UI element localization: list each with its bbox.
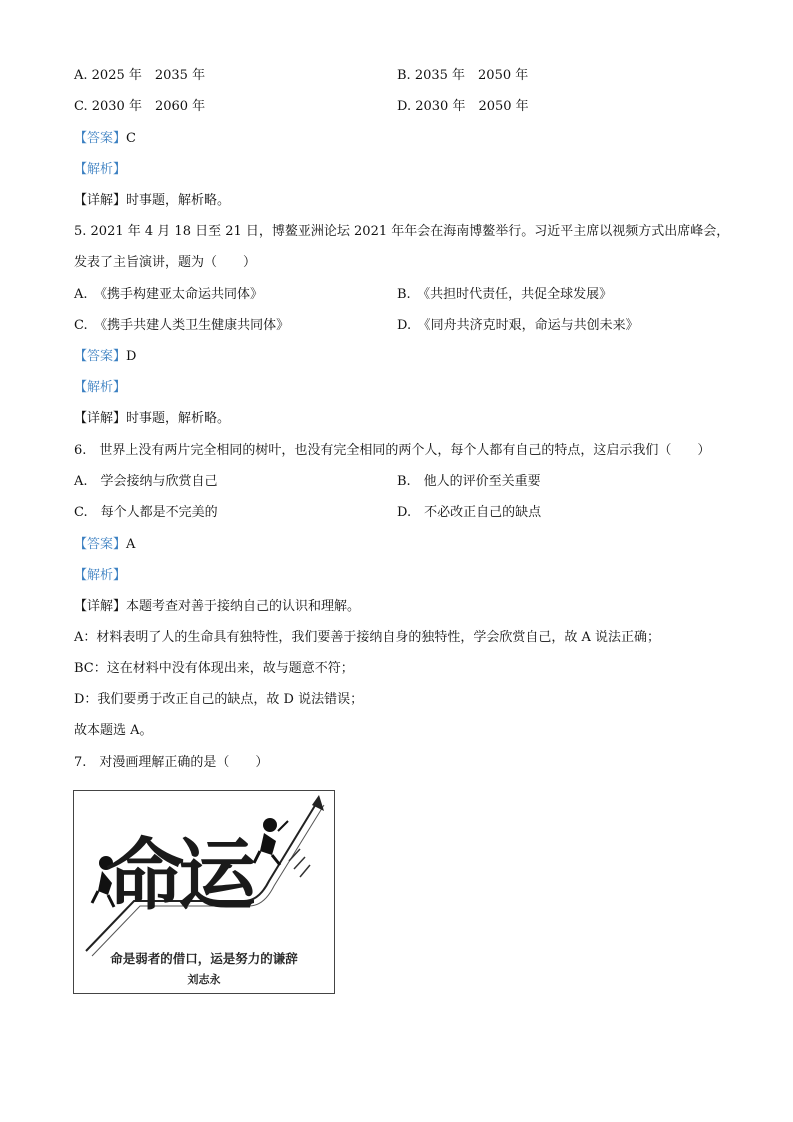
- q5-detail: 【详解】时事题，解析略。: [74, 411, 231, 426]
- q6-conclusion: 故本题选 A。: [74, 723, 153, 738]
- answer-value: C: [126, 131, 136, 146]
- q6-detail-line-a: A：材料表明了人的生命具有独特性，我们要善于接纳自身的独特性，学会欣赏自己，故 A 说法正确；: [74, 630, 661, 645]
- q6-detail-line-d: D：我们要勇于改正自己的缺点，故 D 说法错误；: [74, 692, 364, 707]
- q6-option-c: C. 每个人都是不完美的: [74, 505, 218, 520]
- q6-option-b: B. 他人的评价至关重要: [397, 474, 541, 489]
- q7-stem: 7. 对漫画理解正确的是（ ）: [74, 755, 269, 770]
- q4-option-d: D. 2030 年 2050 年: [397, 99, 529, 114]
- answer-value: D: [126, 349, 137, 364]
- q7-cartoon: [73, 790, 335, 994]
- q5-stem-line1: 5. 2021 年 4 月 18 日至 21 日，博鳌亚洲论坛 2021 年年会在海南博鳌举行。习近平主席以视频方式出席峰会，: [74, 224, 730, 239]
- q5-analysis-tag: 【解析】: [74, 380, 127, 395]
- speed-marks-icon: [289, 849, 310, 877]
- cartoon-big-text: 命运: [106, 831, 251, 921]
- q6-detail-line-bc: BC：这在材料中没有体现出来，故与题意不符；: [74, 661, 354, 676]
- q6-detail: 【详解】本题考查对善于接纳自己的认识和理解。: [74, 599, 361, 614]
- q6-analysis-tag: 【解析】: [74, 568, 127, 583]
- answer-tag: 【答案】: [74, 131, 127, 146]
- cartoon-author: 刘志永: [187, 973, 221, 986]
- q5-option-d: D. 《同舟共济克时艰，命运与共创未来》: [397, 318, 639, 333]
- q5-option-c: C. 《携手共建人类卫生健康共同体》: [74, 318, 290, 333]
- answer-value: A: [126, 537, 136, 552]
- q6-answer: [74, 536, 135, 554]
- cartoon-caption: 命是弱者的借口，运是努力的谦辞: [110, 951, 298, 966]
- q4-answer: [74, 130, 136, 148]
- answer-tag: 【答案】: [74, 537, 127, 552]
- q4-option-b: B. 2035 年 2050 年: [397, 68, 529, 83]
- q6-stem: 6. 世界上没有两片完全相同的树叶，也没有完全相同的两个人，每个人都有自己的特点，这启示我们（ ）: [74, 443, 711, 458]
- q5-stem-line2: 发表了主旨演讲，题为（ ）: [74, 255, 257, 270]
- q4-option-a: A. 2025 年 2035 年: [74, 68, 206, 83]
- answer-tag: 【答案】: [74, 349, 127, 364]
- q4-analysis-tag: 【解析】: [74, 162, 127, 177]
- q4-detail: 【详解】时事题，解析略。: [74, 193, 231, 208]
- q4-option-c: C. 2030 年 2060 年: [74, 99, 206, 114]
- q5-answer: [74, 348, 136, 366]
- q5-option-a: A. 《携手构建亚太命运共同体》: [74, 287, 264, 302]
- q5-option-b: B. 《共担时代责任，共促全球发展》: [397, 287, 613, 302]
- q6-option-d: D. 不必改正自己的缺点: [397, 505, 542, 520]
- q6-option-a: A. 学会接纳与欣赏自己: [74, 474, 218, 489]
